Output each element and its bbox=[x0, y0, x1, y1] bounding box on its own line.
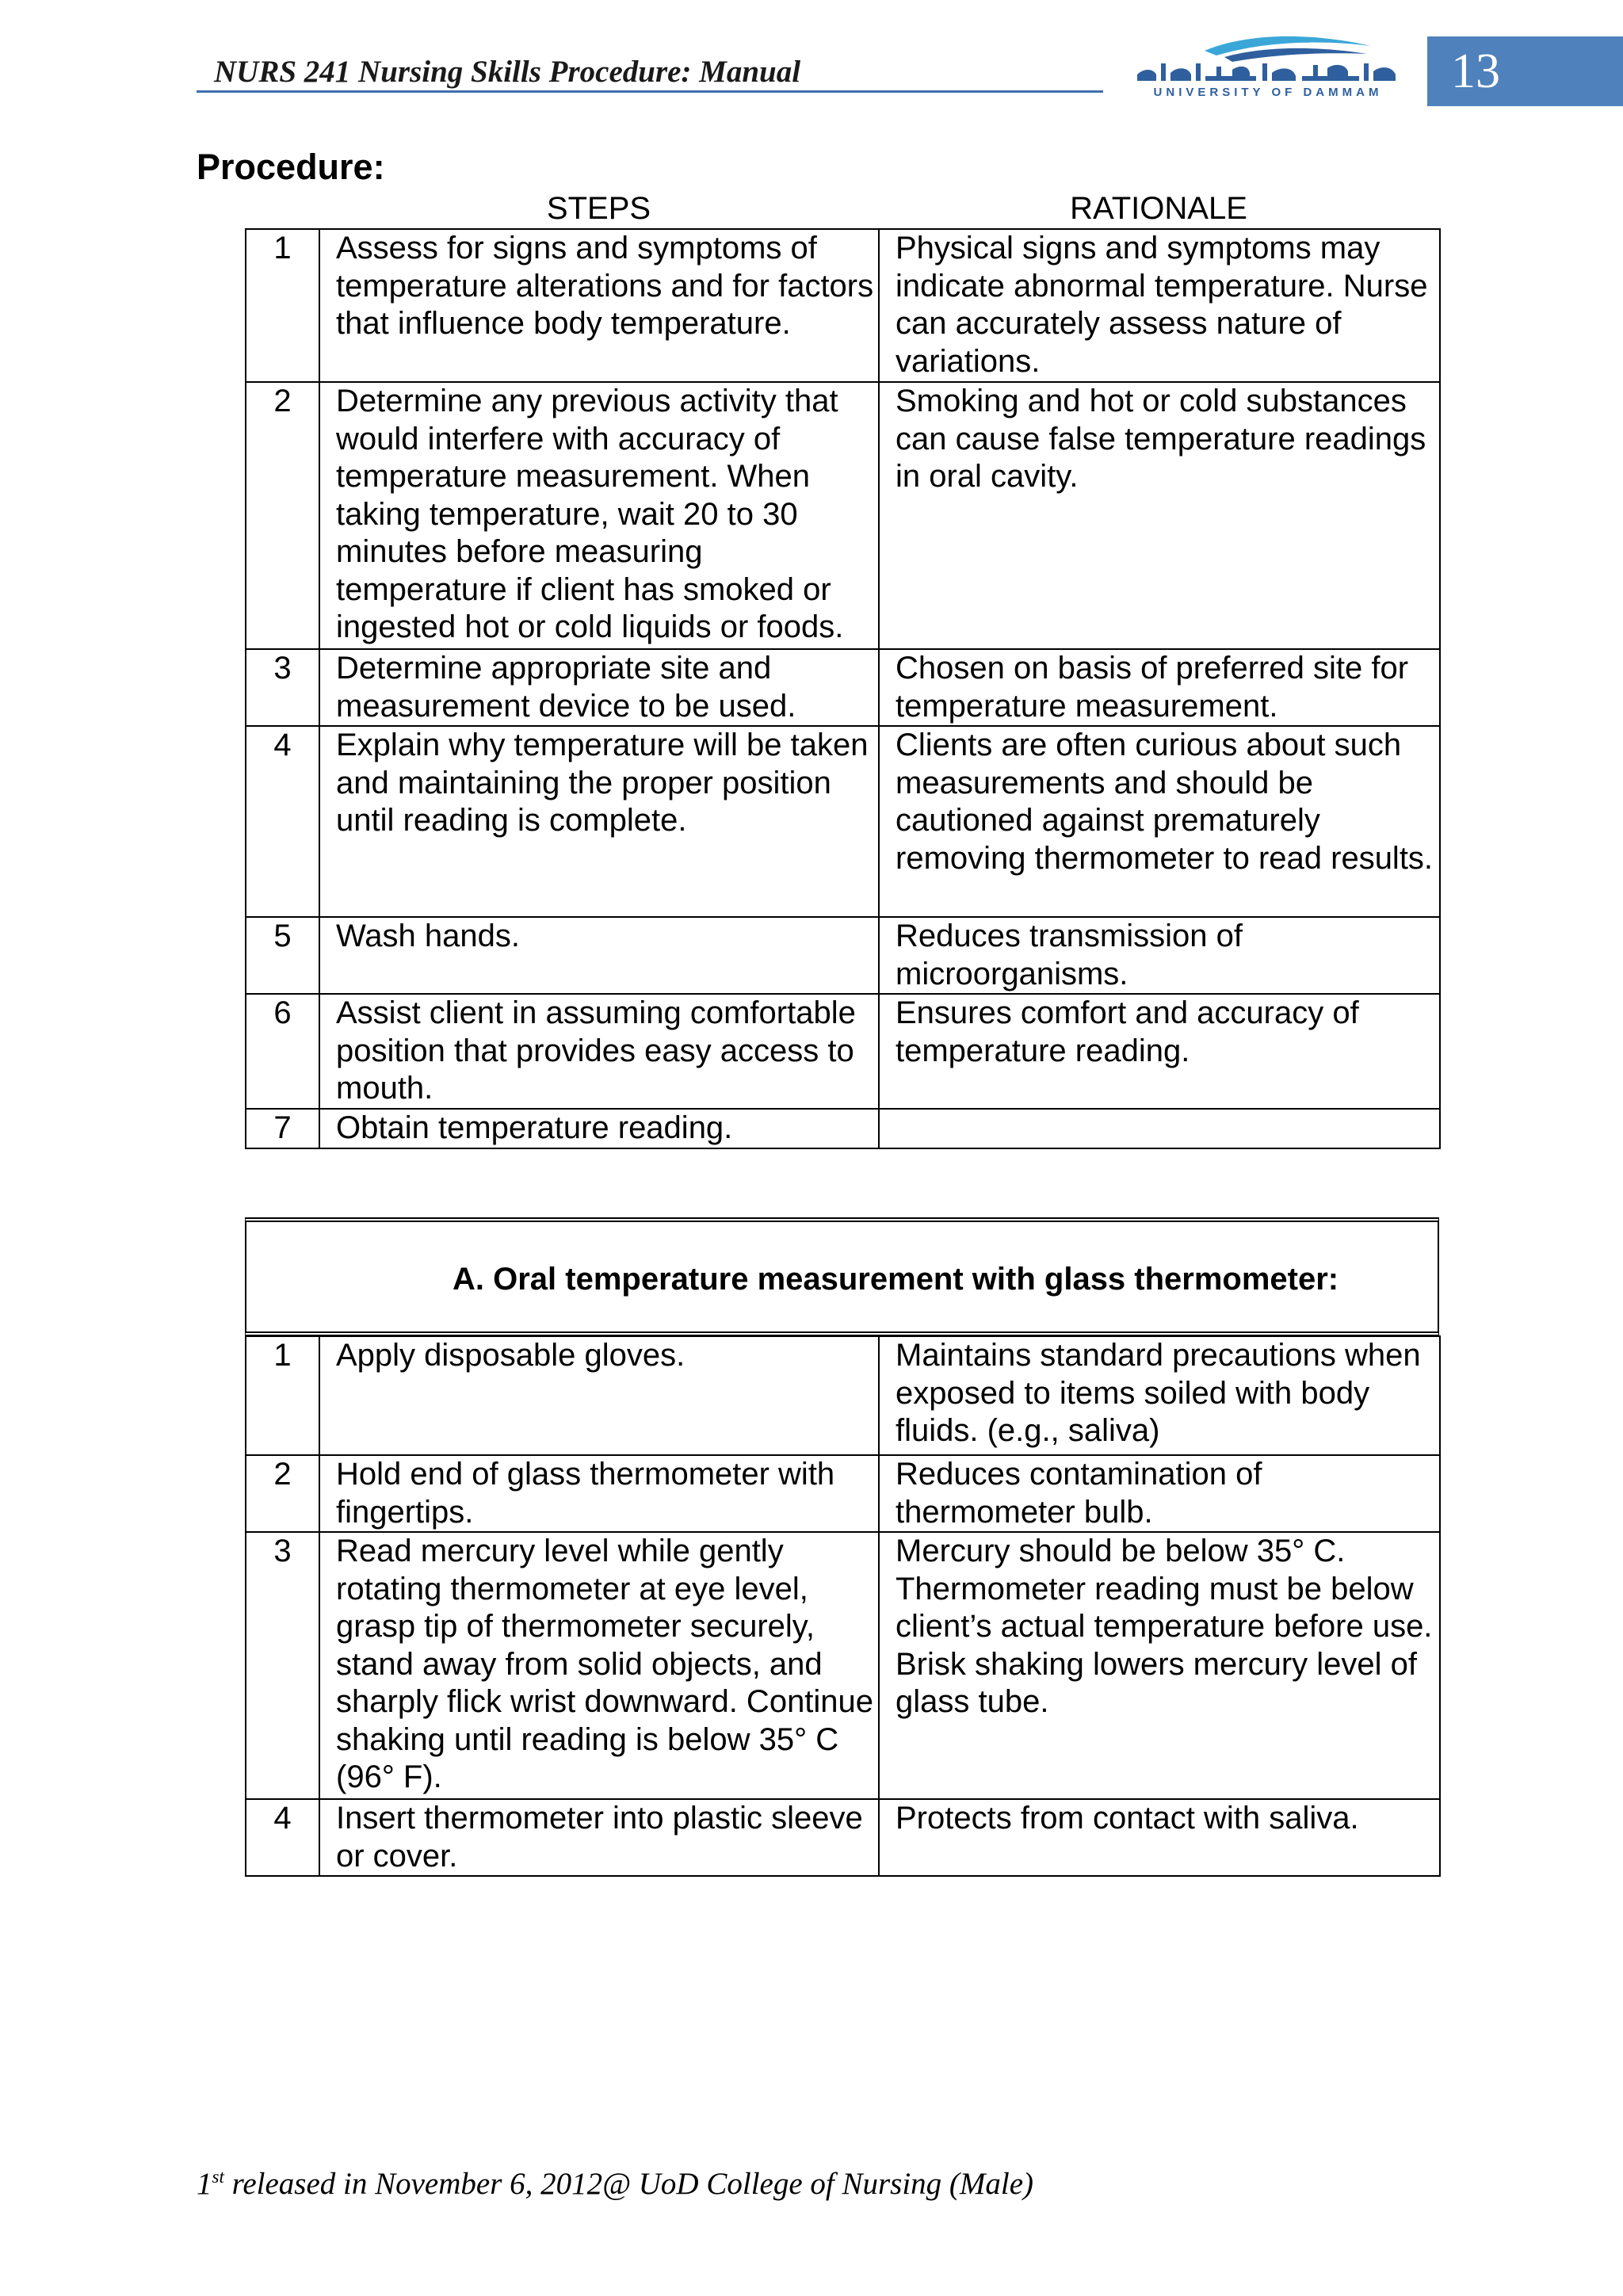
step-number: 2 bbox=[246, 382, 319, 649]
step-text: Read mercury level while gently rotating thermometer at eye level, grasp tip of thermometer securely, stand away from solid objects, and sharply flick wrist downward. Continue shaking until reading is below 35° C (96° F). bbox=[319, 1532, 879, 1799]
table-row bbox=[246, 382, 1440, 649]
procedure-table bbox=[245, 228, 1441, 1149]
footer-ordinal-suffix: st bbox=[212, 2167, 224, 2187]
logo-english-text: UNIVERSITY OF DAMMAM bbox=[1153, 86, 1383, 99]
rationale-text: Protects from contact with saliva. bbox=[879, 1799, 1440, 1876]
step-number: 4 bbox=[246, 1799, 319, 1876]
table-row bbox=[246, 1532, 1440, 1799]
table-row bbox=[246, 649, 1440, 726]
rationale-text: Chosen on basis of preferred site for temperature measurement. bbox=[879, 649, 1440, 726]
table-row bbox=[246, 917, 1440, 994]
footer-ordinal: 1 bbox=[197, 2167, 212, 2201]
header-title: NURS 241 Nursing Skills Procedure: Manual bbox=[214, 55, 801, 89]
step-number: 2 bbox=[246, 1455, 319, 1532]
steps-column-header: STEPS bbox=[546, 191, 651, 226]
step-number: 4 bbox=[246, 726, 319, 917]
step-number: 1 bbox=[246, 229, 319, 382]
rationale-text: Reduces transmission of microorganisms. bbox=[879, 917, 1440, 994]
table-row bbox=[246, 1336, 1440, 1455]
step-number: 5 bbox=[246, 917, 319, 994]
step-number: 1 bbox=[246, 1336, 319, 1455]
table-row bbox=[246, 1109, 1440, 1148]
rationale-column-header: RATIONALE bbox=[1070, 191, 1247, 226]
step-number: 7 bbox=[246, 1109, 319, 1148]
step-text: Apply disposable gloves. bbox=[319, 1336, 879, 1455]
step-text: Assess for signs and symptoms of temperature alterations and for factors that influence body temperature. bbox=[319, 229, 879, 382]
table-row bbox=[246, 726, 1440, 917]
procedure-heading: Procedure: bbox=[197, 147, 385, 187]
footer-text: released in November 6, 2012@ UoD College of Nursing (Male) bbox=[223, 2167, 1034, 2201]
step-text: Determine any previous activity that would interfere with accuracy of temperature measurement. When taking temperature, wait 20 to 30 minutes before measuring temperature if client has smoked or ingested hot or cold liquids or foods. bbox=[319, 382, 879, 649]
step-text: Explain why temperature will be taken and maintaining the proper position until reading is complete. bbox=[319, 726, 879, 917]
oral-temperature-table bbox=[245, 1335, 1441, 1877]
table-row bbox=[246, 1455, 1440, 1532]
rationale-text: Maintains standard precautions when exposed to items soiled with body fluids. (e.g., saliva) bbox=[879, 1336, 1440, 1455]
step-text: Wash hands. bbox=[319, 917, 879, 994]
header-rule bbox=[197, 90, 1103, 93]
table-row bbox=[246, 1799, 1440, 1876]
step-number: 3 bbox=[246, 1532, 319, 1799]
step-text: Obtain temperature reading. bbox=[319, 1109, 879, 1148]
step-text: Assist client in assuming comfortable position that provides easy access to mouth. bbox=[319, 994, 879, 1109]
oral-section-title: A. Oral temperature measurement with glass thermometer: bbox=[453, 1262, 1339, 1297]
step-text: Determine appropriate site and measurement device to be used. bbox=[319, 649, 879, 726]
step-text: Hold end of glass thermometer with fingertips. bbox=[319, 1455, 879, 1532]
rationale-text bbox=[879, 1109, 1440, 1148]
table-row bbox=[246, 994, 1440, 1109]
rationale-text: Reduces contamination of thermometer bulb. bbox=[879, 1455, 1440, 1532]
step-number: 6 bbox=[246, 994, 319, 1109]
table-row bbox=[246, 229, 1440, 382]
footer-release-note bbox=[197, 2166, 1033, 2202]
rationale-text: Ensures comfort and accuracy of temperature reading. bbox=[879, 994, 1440, 1109]
rationale-text: Smoking and hot or cold substances can cause false temperature readings in oral cavity. bbox=[879, 382, 1440, 649]
step-text: Insert thermometer into plastic sleeve or cover. bbox=[319, 1799, 879, 1876]
rationale-text: Mercury should be below 35° C. Thermometer reading must be below client’s actual temperature before use. Brisk shaking lowers mercury level of glass tube. bbox=[879, 1532, 1440, 1799]
rationale-text: Clients are often curious about such measurements and should be cautioned against prematurely removing thermometer to read results. bbox=[879, 726, 1440, 917]
rationale-text: Physical signs and symptoms may indicate abnormal temperature. Nurse can accurately assess nature of variations. bbox=[879, 229, 1440, 382]
page-number: 13 bbox=[1427, 36, 1623, 106]
step-number: 3 bbox=[246, 649, 319, 726]
